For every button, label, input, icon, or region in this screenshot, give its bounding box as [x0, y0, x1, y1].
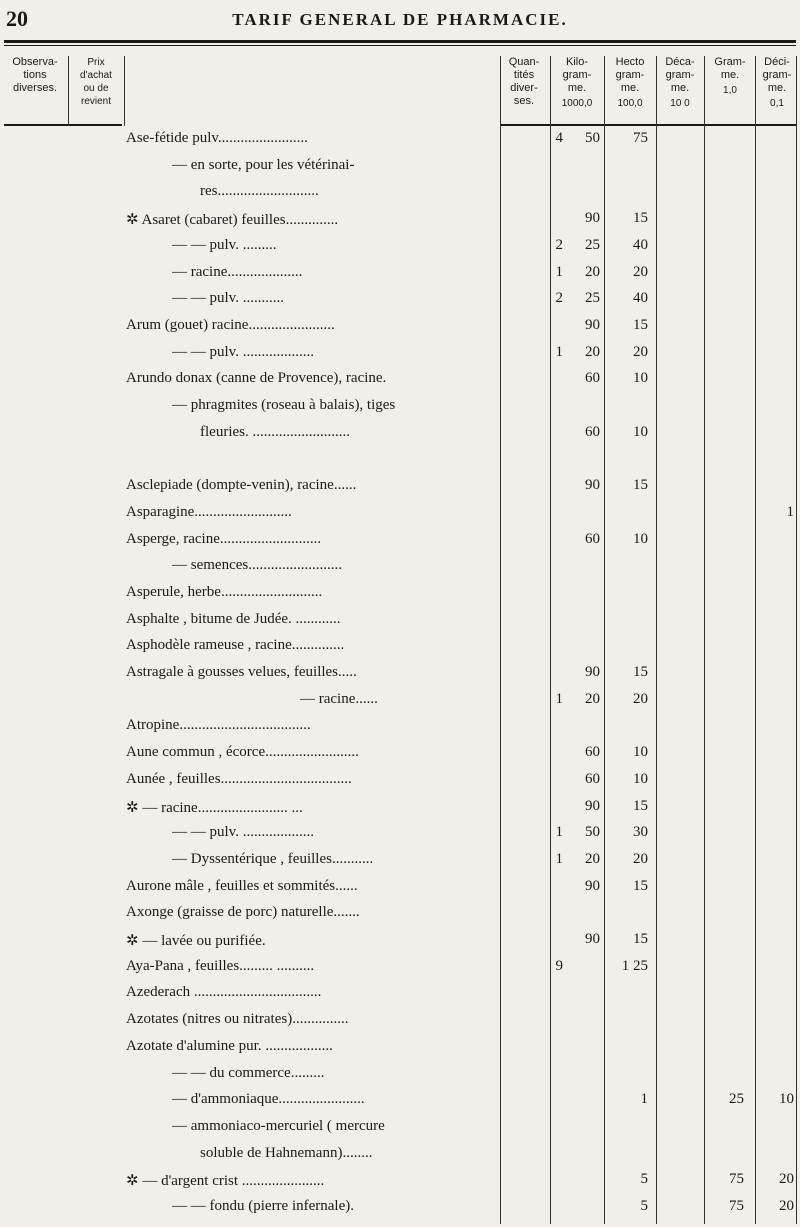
cell-hecto: 20	[633, 690, 648, 707]
header-kilo	[552, 56, 602, 110]
col-rule	[124, 56, 125, 126]
table-row	[0, 664, 800, 686]
cell-kilo-cent: 60	[585, 530, 600, 547]
table-row	[0, 984, 800, 1006]
row-label: — ammoniaco-mercuriel ( mercure	[172, 1117, 385, 1134]
header-rule-left	[4, 124, 122, 126]
cell-hecto: 10	[633, 744, 648, 761]
row-label: Aunée , feuilles...................................	[126, 770, 352, 787]
row-label: — — du commerce.........	[172, 1064, 325, 1081]
cell-hecto: 5	[640, 1171, 648, 1188]
row-label: Arundo donax (canne de Provence), racine.	[126, 370, 387, 387]
header-deci	[756, 56, 798, 110]
header-prix: Prix d'achat ou de revient	[80, 57, 112, 107]
table-row	[0, 744, 800, 766]
row-label: Asperge, racine...........................	[126, 530, 322, 547]
table-row	[0, 1118, 800, 1140]
row-label: Asperule, herbe...........................	[126, 583, 323, 600]
cell-kilo-franc: 1	[555, 263, 563, 280]
table-row	[0, 477, 800, 499]
table-row	[0, 958, 800, 980]
header-hecto	[605, 56, 655, 110]
row-label: Aurone mâle , feuilles et sommités......	[126, 877, 358, 894]
table-row	[0, 798, 800, 820]
table-row	[0, 691, 800, 713]
cell-hecto: 15	[633, 931, 648, 947]
row-label: Asphalte , bitume de Judée. ............	[126, 610, 341, 627]
cell-hecto: 1	[640, 1091, 648, 1108]
cell-kilo-franc: 2	[555, 236, 563, 253]
cell-hecto: 15	[633, 477, 648, 494]
cell-kilo-franc: 1	[555, 343, 563, 360]
cell-hecto: 40	[633, 236, 648, 253]
row-label: ✲ — lavée ou purifiée.	[126, 933, 266, 949]
cell-kilo-cent: 25	[585, 290, 600, 307]
top-rule	[4, 40, 796, 43]
table-row	[0, 504, 800, 526]
cell-kilo-cent: 90	[585, 931, 600, 947]
header-hecto-unit: 100,0	[617, 98, 643, 109]
cell-hecto: 15	[633, 210, 648, 227]
header-hecto-label: Hecto gram- me.	[615, 56, 645, 94]
cell-hecto: 75	[633, 130, 648, 146]
table-row	[0, 1011, 800, 1033]
cell-deci: 1	[786, 503, 794, 520]
cell-kilo-cent: 20	[585, 850, 600, 867]
cell-kilo-franc: 1	[555, 850, 563, 867]
row-label: Astragale à gousses velues, feuilles.....	[126, 664, 357, 680]
table-row	[0, 157, 800, 179]
table-row	[0, 637, 800, 659]
row-label: Azotates (nitres ou nitrates)...............	[126, 1011, 349, 1028]
row-label: — — pulv. ...................	[172, 824, 314, 841]
table-row	[0, 531, 800, 553]
cell-hecto: 10	[633, 770, 648, 787]
table-row	[0, 264, 800, 286]
row-label: — d'ammoniaque.......................	[172, 1091, 365, 1108]
row-label: ✲ Asaret (cabaret) feuilles..............	[126, 212, 339, 229]
header-rule-right	[500, 124, 796, 126]
row-label: — en sorte, pour les vétérinai-	[172, 156, 355, 173]
cell-kilo-franc: 1	[555, 690, 563, 707]
row-label: Asphodèle rameuse , racine..............	[126, 637, 345, 654]
cell-hecto: 15	[633, 797, 648, 814]
header-gramme-label: Gram- me.	[714, 56, 746, 81]
table-row	[0, 584, 800, 606]
table-row	[0, 904, 800, 926]
header-deci-unit: 0,1	[770, 98, 784, 109]
col-rule	[68, 56, 69, 126]
table-row	[0, 344, 800, 366]
table-row	[0, 290, 800, 312]
row-label: Azotate d'alumine pur. ..................	[126, 1037, 333, 1054]
cell-kilo-cent: 50	[585, 130, 600, 146]
page-number: 20	[6, 6, 28, 31]
table-row	[0, 851, 800, 873]
cell-kilo-cent: 20	[585, 690, 600, 707]
row-label: fleuries. ..........................	[200, 423, 350, 440]
table-row	[0, 611, 800, 633]
row-label: Aya-Pana , feuilles......... ..........	[126, 957, 315, 974]
row-label: Asparagine..........................	[126, 503, 292, 520]
table-row	[0, 1038, 800, 1060]
cell-kilo-franc: 2	[555, 290, 563, 307]
table-row	[0, 824, 800, 846]
table-row	[0, 1065, 800, 1087]
cell-kilo-cent: 60	[585, 370, 600, 387]
cell-kilo-cent: 90	[585, 664, 600, 680]
cell-kilo-cent: 25	[585, 236, 600, 253]
cell-kilo-cent: 60	[585, 770, 600, 787]
row-label: Atropine...................................	[126, 717, 311, 734]
table-row	[0, 450, 800, 472]
table-row	[0, 557, 800, 579]
cell-kilo-cent: 90	[585, 797, 600, 814]
table-row	[0, 1145, 800, 1167]
table-row	[0, 237, 800, 259]
table-row	[0, 771, 800, 793]
header-deca-unit: 10 0	[670, 98, 690, 109]
row-label: Ase-fétide pulv........................	[126, 130, 308, 146]
row-label: — — pulv. ...........	[172, 290, 284, 307]
row-label: — — fondu (pierre infernale).	[172, 1198, 355, 1214]
cell-hecto: 10	[633, 530, 648, 547]
row-label: Axonge (graisse de porc) naturelle.......	[126, 904, 360, 921]
table-row	[0, 1091, 800, 1113]
cell-deci: 20	[779, 1171, 794, 1188]
header-kilo-unit: 1000,0	[561, 98, 593, 109]
cell-kilo-cent: 60	[585, 744, 600, 761]
cell-hecto: 15	[633, 316, 648, 333]
cell-kilo-cent: 50	[585, 824, 600, 841]
table-row	[0, 931, 800, 953]
row-label: — semences.........................	[172, 557, 342, 574]
cell-hecto: 10	[633, 423, 648, 440]
header-quantites: Quan- tités diver- ses.	[508, 56, 540, 107]
table-row	[0, 183, 800, 205]
cell-kilo-cent: 90	[585, 477, 600, 494]
row-label: soluble de Hahnemann)........	[200, 1144, 373, 1161]
table-row	[0, 424, 800, 446]
cell-kilo-franc: 4	[555, 130, 563, 146]
table-row	[0, 878, 800, 900]
cell-hecto: 15	[633, 877, 648, 894]
header-deci-label: Déci- gram- me.	[762, 56, 792, 94]
cell-gramme: 75	[729, 1198, 744, 1214]
row-label: ✲ — d'argent crist ......................	[126, 1173, 325, 1190]
row-label: — — pulv. .........	[172, 236, 277, 253]
cell-hecto: 30	[633, 824, 648, 841]
header-deca	[657, 56, 703, 110]
cell-kilo-cent: 90	[585, 210, 600, 227]
header-observations: Observa- tions diverses.	[12, 56, 58, 94]
cell-hecto: 15	[633, 664, 648, 680]
cell-hecto: 40	[633, 290, 648, 307]
header-gramme	[706, 56, 754, 97]
row-label: — — pulv. ...................	[172, 343, 314, 360]
cell-kilo-cent: 90	[585, 316, 600, 333]
cell-hecto: 20	[633, 263, 648, 280]
row-label: — Dyssentérique , feuilles...........	[172, 850, 374, 867]
cell-hecto: 20	[633, 850, 648, 867]
cell-deci: 10	[779, 1091, 794, 1108]
row-label: res...........................	[200, 183, 319, 200]
cell-hecto: 5	[640, 1198, 648, 1214]
top-rule-thin	[4, 45, 796, 46]
row-label: Asclepiade (dompte-venin), racine......	[126, 477, 357, 494]
table-row	[0, 210, 800, 232]
table-row	[0, 317, 800, 339]
header-deca-label: Déca- gram- me.	[665, 56, 695, 94]
row-label: Azederach ..................................	[126, 984, 322, 1001]
table-row	[0, 1198, 800, 1220]
header-gramme-unit: 1,0	[723, 85, 737, 96]
cell-kilo-franc: 1	[555, 824, 563, 841]
row-label: Arum (gouet) racine.......................	[126, 316, 335, 333]
running-head: TARIF GENERAL DE PHARMACIE.	[232, 10, 568, 29]
header-kilo-label: Kilo- gram- me.	[562, 56, 592, 94]
table-row	[0, 370, 800, 392]
table-row	[0, 1171, 800, 1193]
cell-deci: 20	[779, 1198, 794, 1214]
table-row	[0, 130, 800, 152]
row-label: — racine......	[300, 690, 378, 707]
row-label: Aune commun , écorce.........................	[126, 744, 359, 761]
cell-hecto: 10	[633, 370, 648, 387]
row-label: ✲ — racine........................ ...	[126, 799, 303, 816]
cell-gramme: 25	[729, 1091, 744, 1108]
row-label: — racine....................	[172, 263, 303, 280]
cell-hecto: 1 25	[621, 957, 648, 974]
cell-gramme: 75	[729, 1171, 744, 1188]
cell-kilo-cent: 20	[585, 263, 600, 280]
cell-hecto: 20	[633, 343, 648, 360]
cell-kilo-cent: 20	[585, 343, 600, 360]
cell-kilo-cent: 60	[585, 423, 600, 440]
cell-kilo-cent: 90	[585, 877, 600, 894]
table-row	[0, 397, 800, 419]
cell-kilo-franc: 9	[555, 957, 563, 974]
row-label: — phragmites (roseau à balais), tiges	[172, 397, 396, 413]
table-row	[0, 717, 800, 739]
